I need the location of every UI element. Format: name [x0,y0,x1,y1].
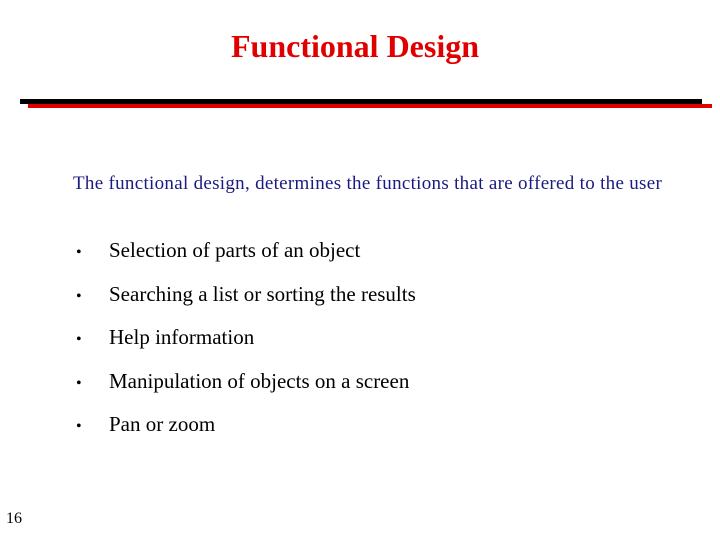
bullet-item [73,282,693,326]
bullet-icon: • [76,418,82,435]
bullet-list [73,238,693,456]
bullet-text: Searching a list or sorting the results [109,281,416,306]
bullet-text: Pan or zoom [109,412,216,436]
intro-text: The functional design, determines the functions that are offered to the user [73,173,663,194]
page-number: 16 [6,510,22,527]
bullet-text: Selection of parts of an object [109,238,361,262]
bullet-icon: • [76,244,82,261]
bullet-item [73,325,693,369]
bullet-text: Help information [109,325,255,349]
bullet-item [73,238,693,282]
bullet-icon: • [76,374,82,392]
bullet-icon: • [76,331,82,348]
bullet-item [73,412,693,456]
bullet-text: Manipulation of objects on a screen [109,368,410,393]
title-divider-accent [28,104,712,108]
bullet-item [73,369,693,413]
bullet-icon: • [76,287,82,305]
slide-title: Functional Design [230,28,480,64]
